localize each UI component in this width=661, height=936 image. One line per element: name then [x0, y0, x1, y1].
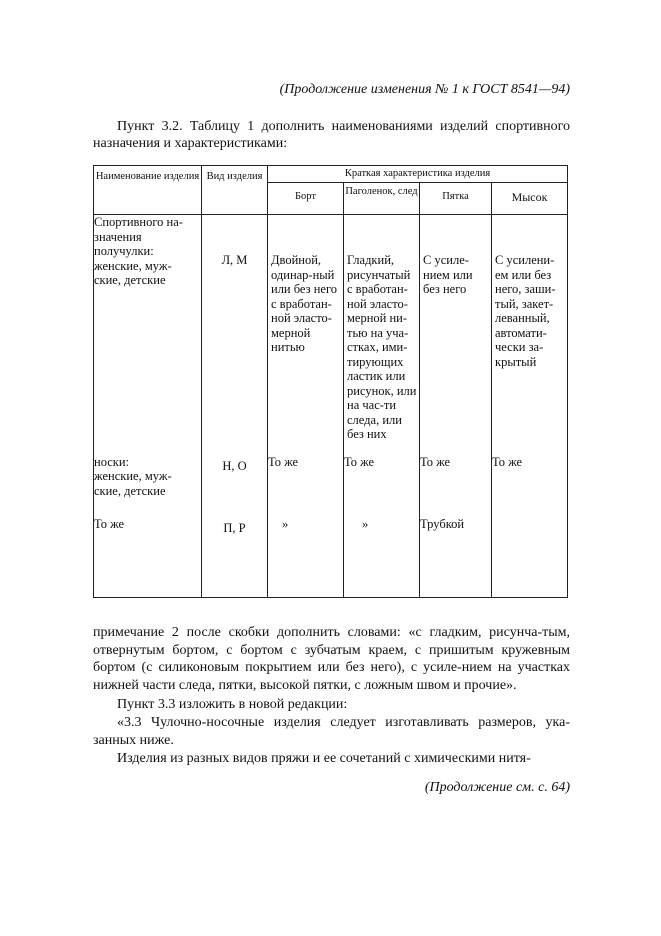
row1-name-line: значения: [94, 229, 142, 244]
body-paragraph-1: примечание 2 после скобки дополнить словами: «с гладким, рисунча-тым, отвернутым бортом, с бортом с зубчатым краем, с пришитым кружевным бортом (с силиконовым покрытием или без него), с усиле-нием на участках нижней части следа, пятки, высокой пятки, с ложным швом и прочие».: [93, 625, 570, 693]
row2-name-line: ские, детские: [94, 483, 166, 498]
header-paglenok: Паголенок, след: [344, 183, 420, 215]
row1-name-line: женские, муж-: [94, 258, 172, 273]
row1-name-line: ские, детские: [94, 273, 166, 287]
row2-bort: То же: [268, 455, 344, 517]
intro-paragraph: Пункт 3.2. Таблицу 1 дополнить наименованиями изделий спортивного назначения и характеристиками:: [93, 119, 570, 151]
row2-type: Н, О: [202, 455, 268, 517]
row2-pyatka: То же: [420, 455, 492, 517]
row2-paglenok: То же: [344, 455, 420, 517]
header-name: Наименование изделия: [94, 166, 202, 215]
row3-pyatka: Трубкой: [420, 517, 492, 598]
row3-bort: »: [268, 517, 344, 598]
header-bort: Борт: [268, 183, 344, 215]
table-row: [94, 215, 568, 455]
row2-mysok: То же: [492, 455, 568, 517]
body-paragraph-4: Изделия из разных видов пряжи и ее сочетаний с химическими нитя-: [117, 751, 531, 766]
row3-mysok: [492, 517, 568, 598]
header-brief: Краткая характеристика изделия: [268, 166, 568, 183]
row1-name-line: Спортивного на-: [94, 215, 183, 229]
row2-name: [94, 455, 202, 517]
row1-name: [94, 215, 202, 455]
row1-paglenok: Гладкий, рисунчатый с вработан-ной эласто-мерной ни-тью на уча-стках, ими-тирующих ластик или рисунок, или на час-ти следа, или без них: [344, 215, 420, 455]
footer-continuation: (Продолжение см. с. 64): [424, 780, 570, 795]
characteristics-table: [93, 165, 568, 598]
row1-pyatka: С усиле-нием или без него: [420, 215, 492, 455]
row1-name-line: получулки:: [94, 244, 154, 258]
row3-type: П, Р: [202, 517, 268, 598]
row3-paglenok: »: [344, 517, 420, 598]
table-row: [94, 455, 568, 517]
header-continuation: (Продолжение изменения № 1 к ГОСТ 8541—94): [279, 82, 570, 97]
row1-mysok: С усилени-ем или без него, заши-тый, закет-леванный, автомати-чески за-крытый: [492, 215, 568, 455]
table-row: [94, 517, 568, 598]
row2-name-line: женские, муж-: [94, 469, 172, 483]
header-pyatka: Пятка: [420, 183, 492, 215]
header-type: Вид изделия: [202, 166, 268, 215]
row1-type: Л, М: [202, 215, 268, 455]
body-paragraph-3: «3.3 Чулочно-носочные изделия следует изготавливать размеров, ука-занных ниже.: [93, 715, 570, 748]
row3-name: То же: [94, 517, 202, 598]
row1-bort: Двойной, одинар-ный или без него с вработан-ной эласто-мерной нитью: [268, 215, 344, 455]
body-paragraph-2: Пункт 3.3 изложить в новой редакции:: [117, 697, 348, 712]
header-mysok: Мысок: [492, 183, 568, 215]
row2-name-line: носки:: [94, 454, 130, 469]
